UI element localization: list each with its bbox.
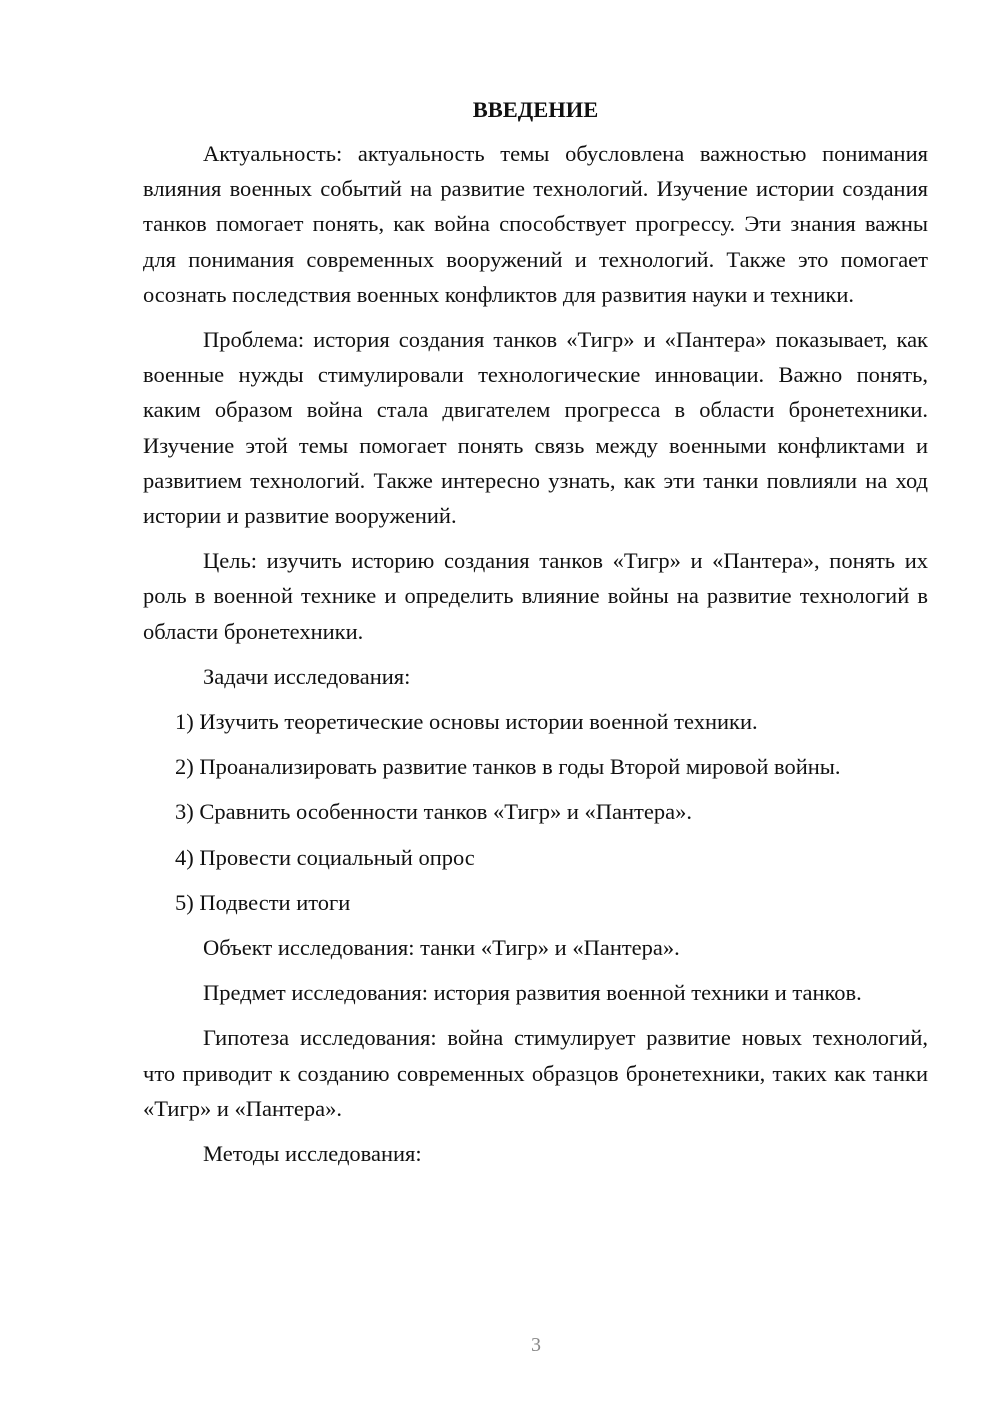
page-number: 3 <box>531 1334 541 1356</box>
paragraph-goal: Цель: изучить историю создания танков «Тигр» и «Пантера», понять их роль в военной технике и определить влияние войны на развитие технологий в области бронетехники. <box>143 548 928 644</box>
section-heading: ВВЕДЕНИЕ <box>472 97 599 122</box>
paragraph-methods: Методы исследования: <box>203 1141 422 1167</box>
list-item: 1) Изучить теоретические основы истории военной техники. <box>175 709 758 735</box>
list-item: 2) Проанализировать развитие танков в годы Второй мировой войны. <box>175 754 841 780</box>
list-item: 5) Подвести итоги <box>175 889 351 915</box>
list-item: 4) Провести социальный опрос <box>175 844 475 870</box>
tasks-list <box>143 704 928 920</box>
list-item: 3) Сравнить особенности танков «Тигр» и «Пантера». <box>175 799 692 825</box>
paragraph-object: Объект исследования: танки «Тигр» и «Пантера». <box>203 935 680 961</box>
page-content <box>143 92 928 1181</box>
paragraph-relevance: Актуальность: актуальность темы обусловлена важностью понимания влияния военных событий на развитие технологий. Изучение истории создания танков помогает понять, как война способствует прогрессу. Эти знания важны для понимания современных вооружений и технологий. Также это помогает осознать последствия военных конфликтов для развития науки и техники. <box>143 141 928 307</box>
paragraph-subject: Предмет исследования: история развития военной техники и танков. <box>203 980 862 1006</box>
paragraph-problem: Проблема: история создания танков «Тигр» и «Пантера» показывает, как военные нужды стимулировали технологические инновации. Важно понять, каким образом война стала двигателем прогресса в области бронетехники. Изучение этой темы помогает понять связь между военными конфликтами и развитием технологий. Также интересно узнать, как эти танки повлияли на ход истории и развитие вооружений. <box>143 327 928 529</box>
paragraph-tasks-heading: Задачи исследования: <box>203 663 411 689</box>
paragraph-hypothesis: Гипотеза исследования: война стимулирует развитие новых технологий, что приводит к созданию современных образцов бронетехники, таких как танки «Тигр» и «Пантера». <box>143 1025 928 1121</box>
